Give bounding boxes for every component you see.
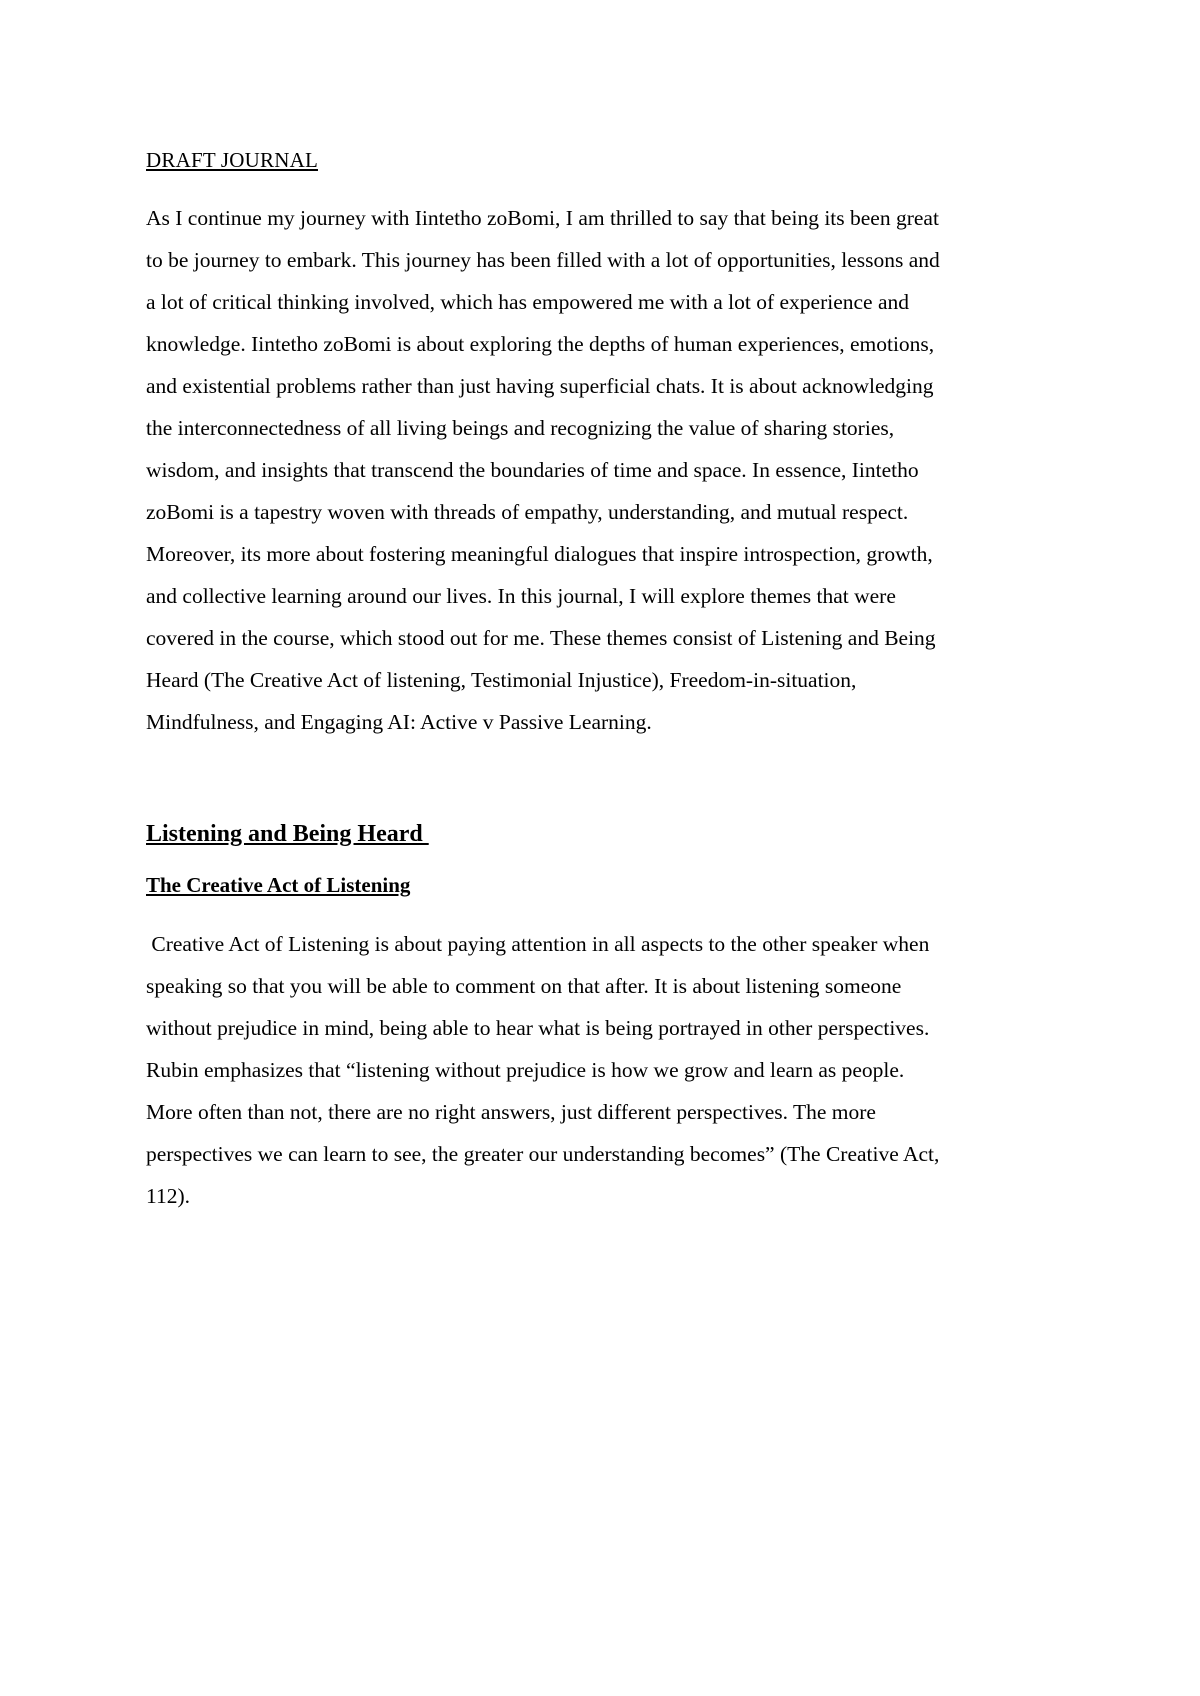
paragraph-line: speaking so that you will be able to comment on that after. It is about listening someone — [146, 974, 902, 998]
section-heading: Listening and Being Heard — [146, 821, 429, 847]
listening-paragraph — [146, 923, 939, 1217]
paragraph-line: zoBomi is a tapestry woven with threads of empathy, understanding, and mutual respect. — [146, 500, 909, 524]
paragraph-line: Rubin emphasizes that “listening without prejudice is how we grow and learn as people. — [146, 1058, 905, 1082]
paragraph-line: wisdom, and insights that transcend the boundaries of time and space. In essence, Iintetho — [146, 458, 919, 482]
paragraph-line: and collective learning around our lives. In this journal, I will explore themes that were — [146, 584, 896, 608]
paragraph-line: covered in the course, which stood out for me. These themes consist of Listening and Being — [146, 626, 936, 650]
paragraph-line: As I continue my journey with Iintetho zoBomi, I am thrilled to say that being its been great — [146, 206, 939, 230]
paragraph-line: 112). — [146, 1184, 190, 1208]
paragraph-line: perspectives we can learn to see, the greater our understanding becomes” (The Creative Act, — [146, 1142, 940, 1166]
document-title: DRAFT JOURNAL — [146, 148, 318, 172]
paragraph-line: Mindfulness, and Engaging AI: Active v Passive Learning. — [146, 710, 652, 734]
paragraph-line: without prejudice in mind, being able to hear what is being portrayed in other perspectives. — [146, 1016, 930, 1040]
paragraph-line: Creative Act of Listening is about paying attention in all aspects to the other speaker when — [146, 932, 930, 956]
paragraph-line: knowledge. Iintetho zoBomi is about exploring the depths of human experiences, emotions, — [146, 332, 935, 356]
intro-paragraph — [146, 197, 940, 743]
paragraph-line: to be journey to embark. This journey has been filled with a lot of opportunities, lessons and — [146, 248, 940, 272]
paragraph-line: and existential problems rather than just having superficial chats. It is about acknowledging — [146, 374, 934, 398]
sub-heading: The Creative Act of Listening — [146, 873, 411, 897]
paragraph-line: a lot of critical thinking involved, which has empowered me with a lot of experience and — [146, 290, 910, 314]
paragraph-line: More often than not, there are no right answers, just different perspectives. The more — [146, 1100, 876, 1124]
paragraph-line: Heard (The Creative Act of listening, Testimonial Injustice), Freedom-in-situation, — [146, 668, 857, 692]
paragraph-line: Moreover, its more about fostering meaningful dialogues that inspire introspection, growth, — [146, 542, 933, 566]
paragraph-line: the interconnectedness of all living beings and recognizing the value of sharing stories, — [146, 416, 895, 440]
